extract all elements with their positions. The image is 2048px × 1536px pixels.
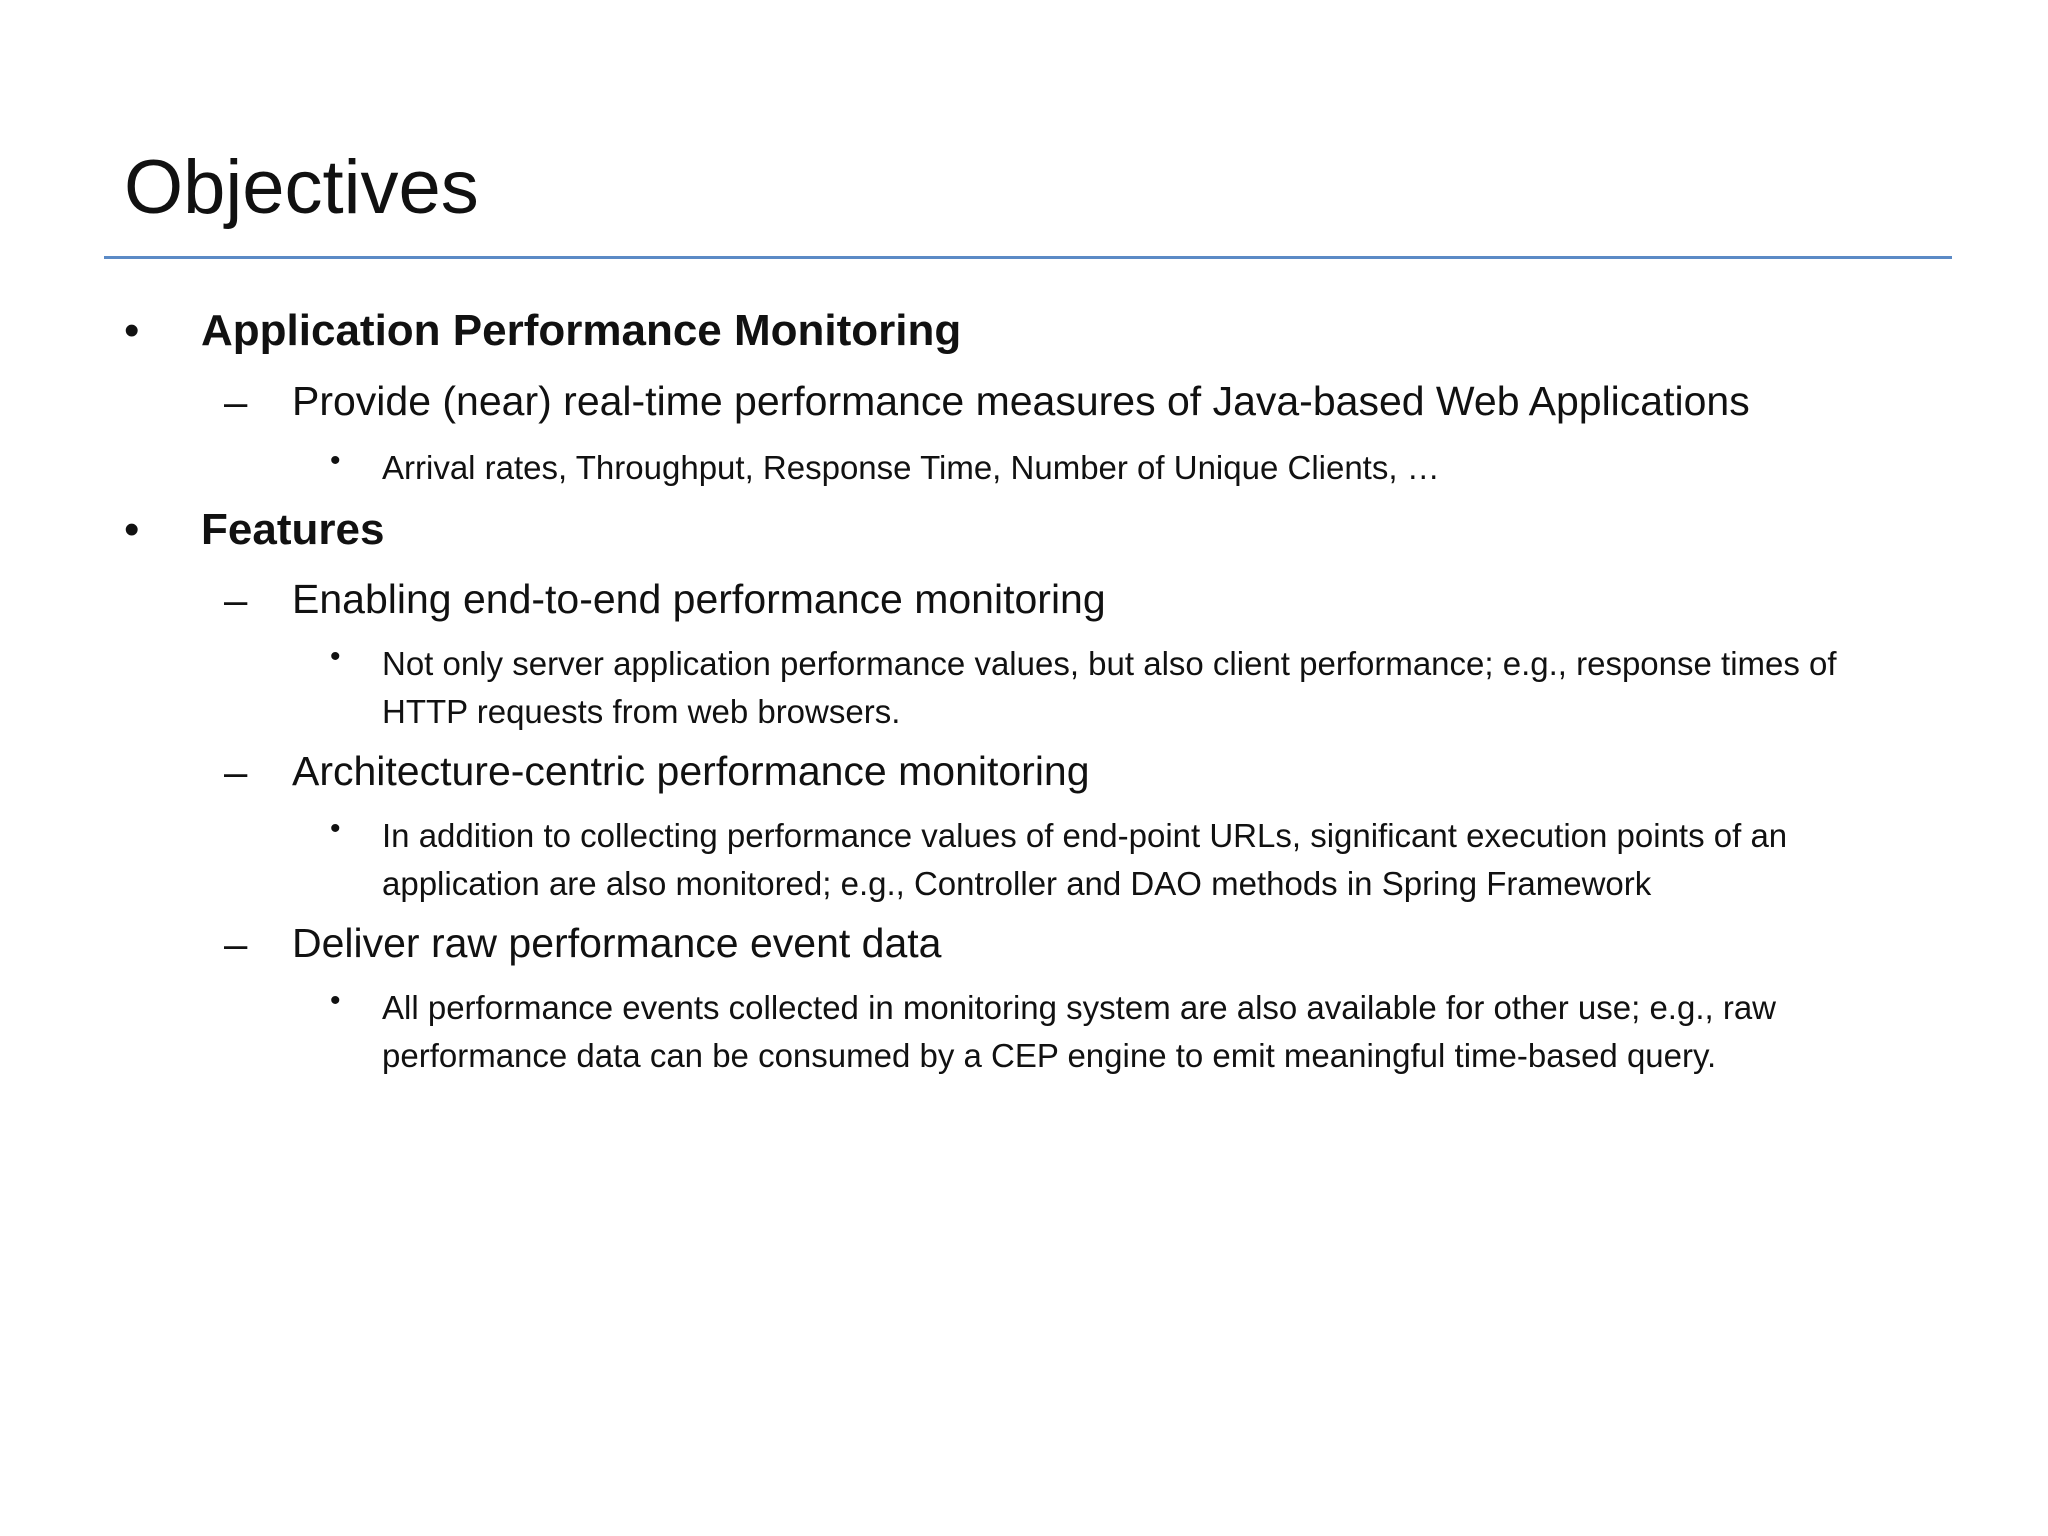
dash-marker: –	[224, 576, 248, 623]
bullet-marker: •	[330, 812, 341, 845]
bullet-text: Features	[201, 505, 385, 554]
detail-bullet-text: Not only server application performance values, but also client performance; e.g., response times of HTTP requests from web browsers.	[382, 645, 1837, 730]
bullet-marker: •	[330, 640, 341, 673]
bullet-marker: •	[124, 505, 140, 554]
dash-marker: –	[224, 920, 248, 967]
sub-bullet-text: Deliver raw performance event data	[292, 920, 942, 966]
sub-bullet-text: Architecture-centric performance monitoring	[292, 748, 1090, 794]
bullet-marker: •	[330, 984, 341, 1017]
sub-bullet-text: Provide (near) real-time performance measures of Java-based Web Applications	[292, 378, 1750, 424]
title-divider	[104, 256, 1952, 259]
dash-marker: –	[224, 748, 248, 795]
bullet-marker: •	[330, 444, 341, 477]
bullet-marker: •	[124, 306, 140, 355]
detail-bullet-text: All performance events collected in monitoring system are also available for other use; e.g., raw performance data can be consumed by a CEP engine to emit meaningful time-based query.	[382, 989, 1777, 1074]
dash-marker: –	[224, 378, 248, 425]
sub-bullet-text: Enabling end-to-end performance monitoring	[292, 576, 1106, 622]
bullet-text: Application Performance Monitoring	[201, 306, 962, 355]
detail-bullet-text: Arrival rates, Throughput, Response Time, Number of Unique Clients, …	[382, 449, 1440, 486]
slide-title: Objectives	[124, 145, 479, 230]
detail-bullet-text: In addition to collecting performance values of end-point URLs, significant execution points of an application are also monitored; e.g., Controller and DAO methods in Spring Framework	[382, 817, 1788, 902]
